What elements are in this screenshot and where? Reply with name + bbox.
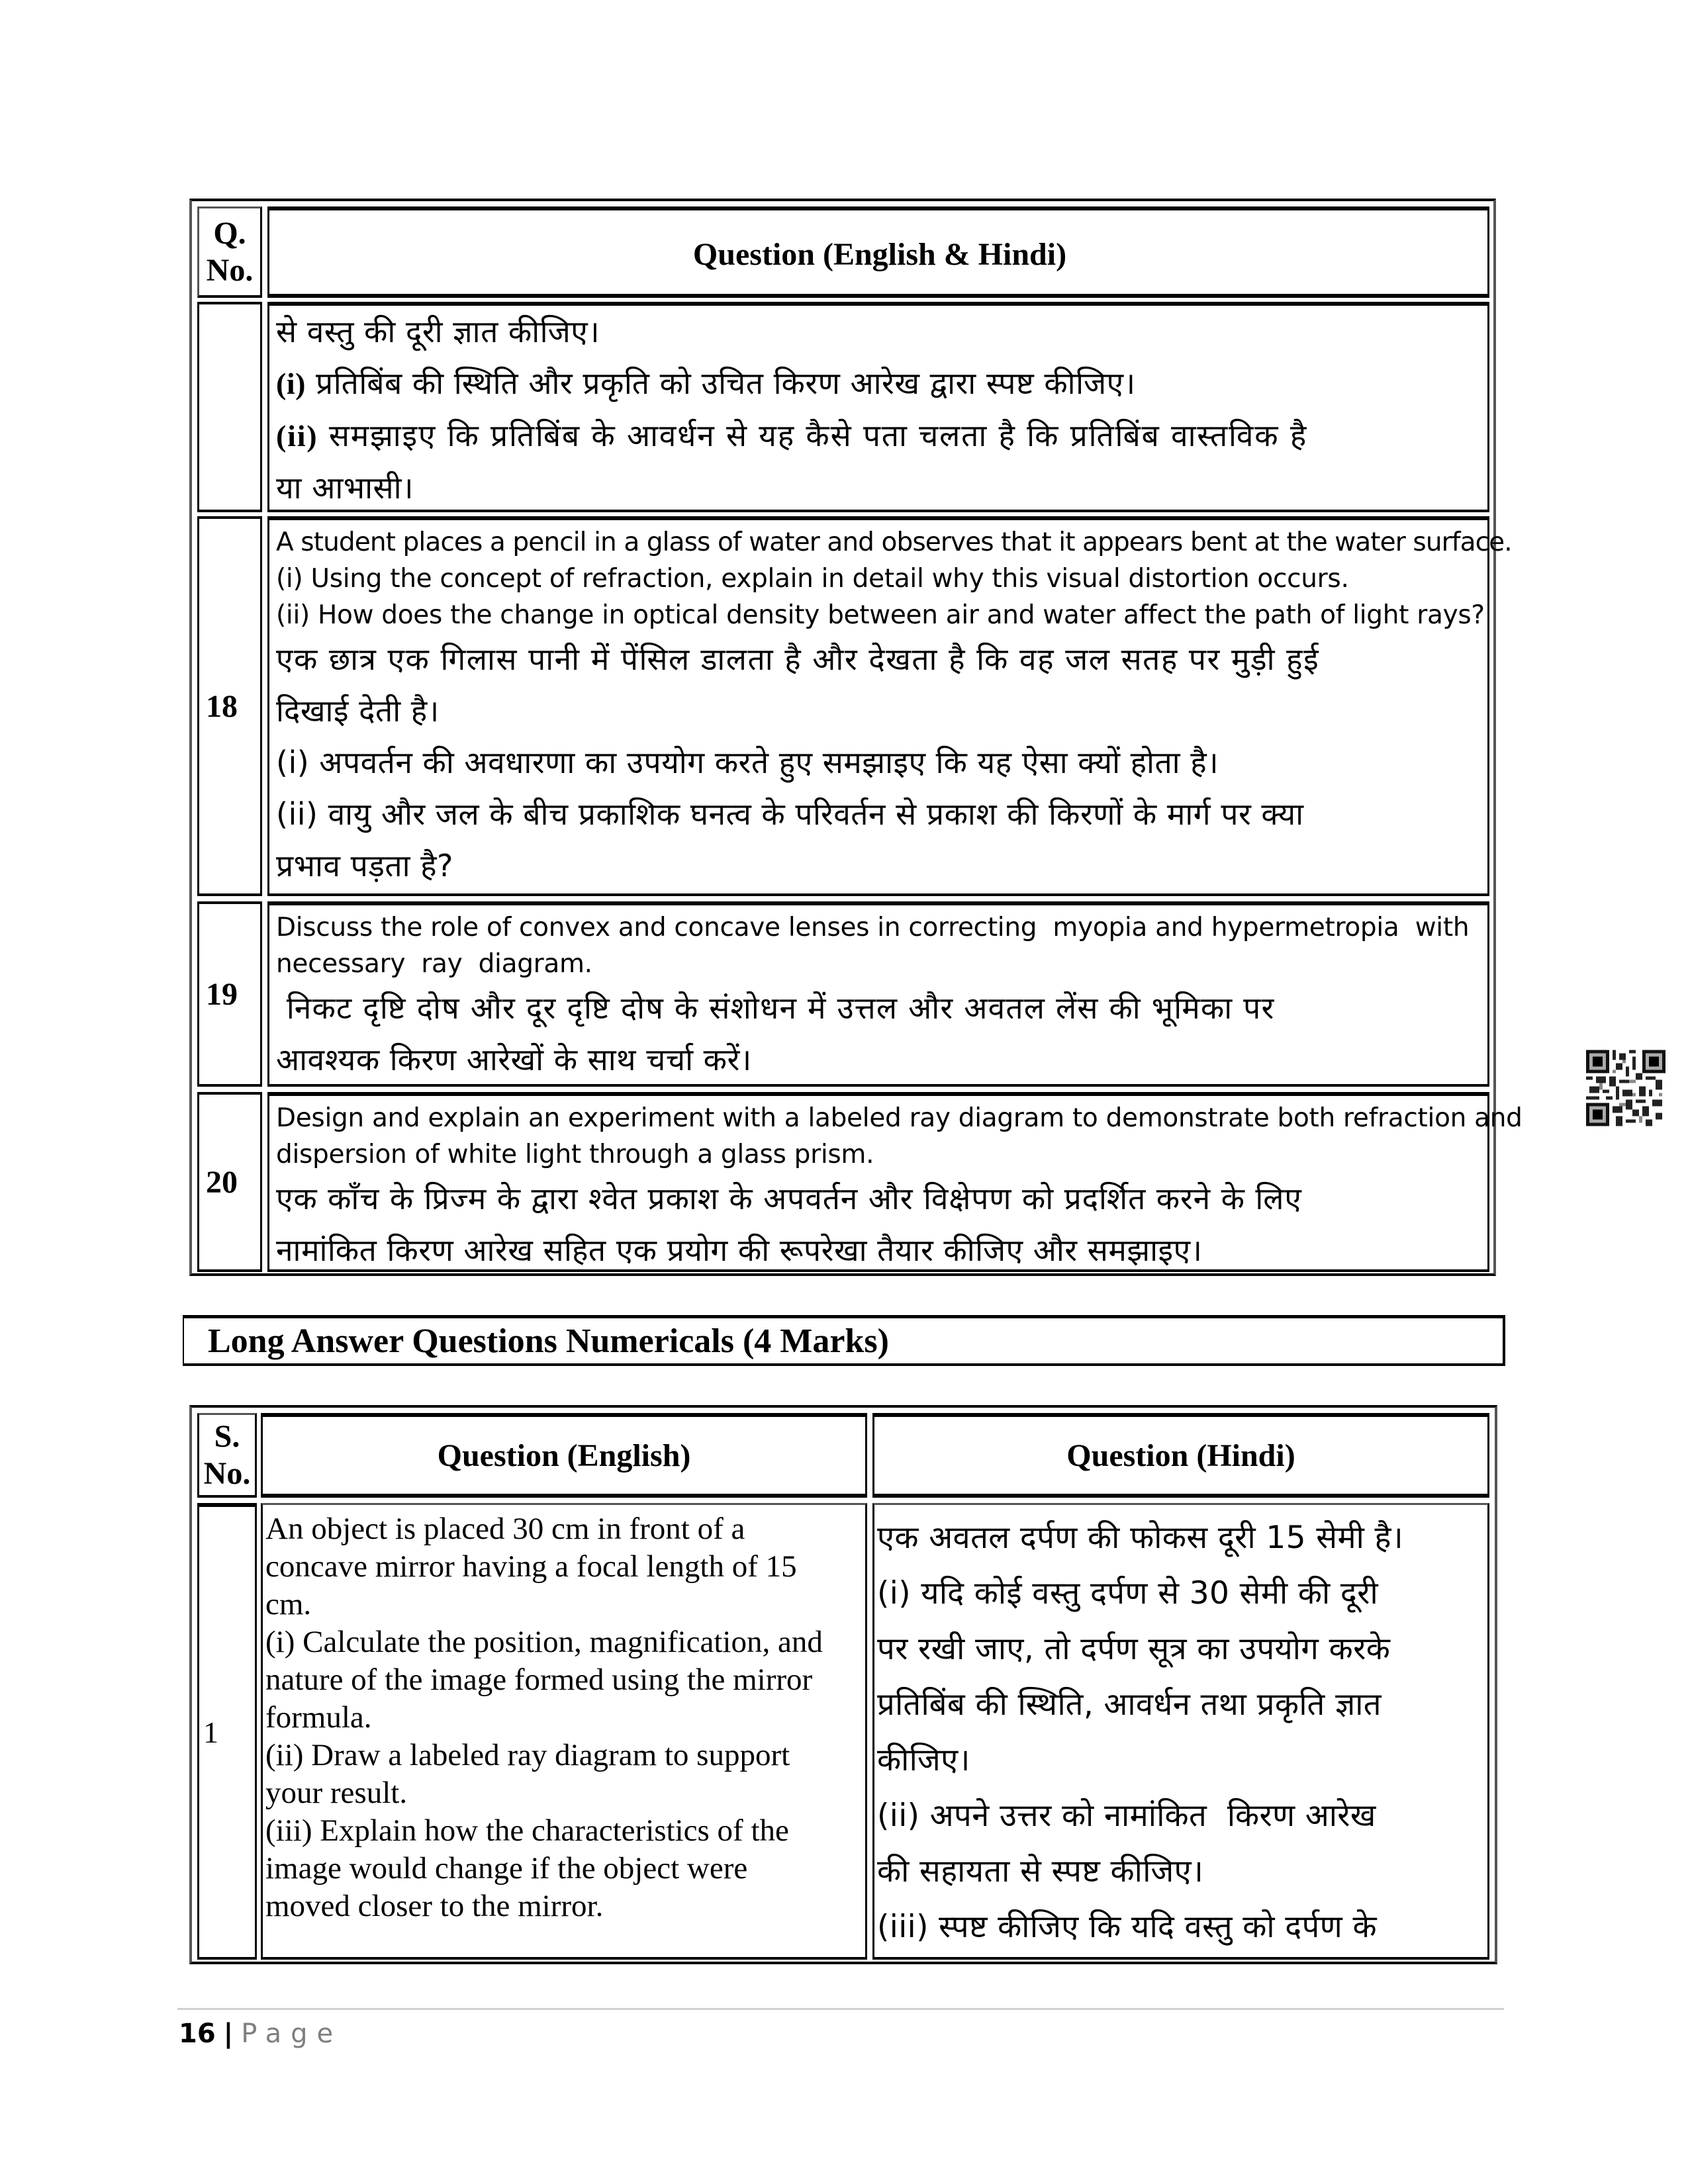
hindi-line: (i) अपवर्तन की अवधारणा का उपयोग करते हुए समझाइए कि यह ऐसा क्यों होता है। — [276, 745, 1219, 780]
hindi-header-label: Question (Hindi) — [1066, 1437, 1295, 1473]
english-line: (iii) Explain how the characteristics of the — [265, 1813, 789, 1848]
question-cell-20 — [267, 1092, 1523, 1272]
footer-separator: | — [223, 2019, 234, 2049]
footer-divider — [177, 2008, 1504, 2010]
english-question-cell — [261, 1503, 867, 1960]
sno-cell — [197, 1503, 257, 1960]
english-line: Discuss the role of convex and concave lenses in correcting myopia and hypermetropia with — [276, 913, 1470, 942]
question-number: 20 — [206, 1164, 238, 1200]
english-line: (ii) Draw a labeled ray diagram to support — [265, 1738, 790, 1772]
page-label: Page — [241, 2019, 343, 2049]
hindi-question-cell — [872, 1503, 1489, 1960]
sno-header-line2: No. — [203, 1455, 251, 1491]
qno-header-line2: No. — [206, 252, 254, 288]
page-footer — [179, 2019, 342, 2049]
hindi-line: प्रतिबिंब की स्थिति, आवर्धन तथा प्रकृति ज्ञात — [877, 1686, 1382, 1723]
english-line: formula. — [265, 1700, 372, 1735]
english-line: (i) Calculate the position, magnification, and — [265, 1625, 823, 1659]
hindi-line: प्रभाव पड़ता है? — [276, 848, 453, 884]
hindi-line: दिखाई देती है। — [276, 693, 440, 729]
serial-number: 1 — [203, 1715, 218, 1749]
hindi-line: (ii) अपने उत्तर को नामांकित किरण आरेख — [877, 1797, 1376, 1834]
question-header-label: Question (English & Hindi) — [692, 236, 1067, 272]
hindi-line: या आभासी। — [276, 470, 414, 506]
qno-cell — [197, 1092, 262, 1272]
hindi-line: एक अवतल दर्पण की फोकस दूरी 15 सेमी है। — [877, 1520, 1404, 1556]
question-cell-19 — [267, 901, 1489, 1087]
hindi-line: की सहायता से स्पष्ट कीजिए। — [877, 1853, 1204, 1889]
question-number: 18 — [206, 688, 238, 724]
questions-table — [189, 199, 1523, 1276]
question-header — [267, 206, 1489, 298]
sno-header — [197, 1413, 257, 1498]
hindi-line: निकट दृष्टि दोष और दूर दृष्टि दोष के संशोधन में उत्तल और अवतल लेंस की भूमिका पर — [276, 990, 1275, 1026]
hindi-line: आवश्यक किरण आरेखों के साथ चर्चा करें। — [276, 1042, 752, 1077]
qno-header — [197, 206, 262, 298]
hindi-line: से वस्तु की दूरी ज्ञात कीजिए। — [276, 314, 600, 349]
page-number: 16 — [179, 2019, 216, 2049]
english-line: your result. — [265, 1776, 408, 1810]
english-line: concave mirror having a focal length of 15 — [265, 1549, 797, 1584]
question-cell-continuation — [267, 302, 1489, 512]
english-line: (ii) How does the change in optical density between air and water affect the path of light rays? — [276, 600, 1485, 630]
qr-code-icon — [1586, 1050, 1665, 1126]
english-line: cm. — [265, 1587, 312, 1621]
hindi-line: एक काँच के प्रिज्म के द्वारा श्वेत प्रकाश के अपवर्तन और विक्षेपण को प्रदर्शित करने के लिए — [276, 1181, 1302, 1216]
english-line: An object is placed 30 cm in front of a — [265, 1512, 745, 1546]
numericals-table — [189, 1405, 1497, 1964]
english-header — [261, 1413, 867, 1498]
hindi-line: (ii) वायु और जल के बीच प्रकाशिक घनत्व के परिवर्तन से प्रकाश की किरणों के मार्ग पर क्या — [276, 796, 1304, 832]
hindi-line: पर रखी जाए, तो दर्पण सूत्र का उपयोग करके — [877, 1631, 1391, 1667]
english-line: necessary ray diagram. — [276, 949, 592, 979]
hindi-line: कीजिए। — [877, 1742, 970, 1778]
question-cell-18 — [267, 516, 1512, 896]
english-line: dispersion of white light through a glass prism. — [276, 1140, 874, 1169]
hindi-line: (i) यदि कोई वस्तु दर्पण से 30 सेमी की दूरी — [877, 1575, 1379, 1612]
hindi-line: एक छात्र एक गिलास पानी में पेंसिल डालता है और देखता है कि वह जल सतह पर मुड़ी हुई — [276, 641, 1320, 677]
qno-cell — [197, 901, 262, 1087]
english-line: A student places a pencil in a glass of water and observes that it appears bent at the water surface. — [276, 527, 1512, 557]
english-header-label: Question (English) — [437, 1437, 691, 1473]
qno-cell-empty — [197, 302, 262, 512]
english-line: Design and explain an experiment with a labeled ray diagram to demonstrate both refraction and — [276, 1103, 1523, 1133]
qno-cell — [197, 516, 262, 896]
section-header — [183, 1315, 1505, 1366]
section-title: Long Answer Questions Numericals (4 Marks) — [208, 1322, 889, 1360]
english-line: image would change if the object were — [265, 1851, 748, 1886]
hindi-line: (ii) समझाइए कि प्रतिबिंब के आवर्धन से यह कैसे पता चलता है कि प्रतिबिंब वास्तविक है — [276, 418, 1308, 453]
sno-header-line1: S. — [214, 1418, 240, 1454]
english-line: nature of the image formed using the mirror — [265, 1662, 813, 1697]
english-line: moved closer to the mirror. — [265, 1889, 604, 1923]
hindi-line: (iii) स्पष्ट कीजिए कि यदि वस्तु को दर्पण के — [877, 1909, 1377, 1945]
hindi-line: (i) प्रतिबिंब की स्थिति और प्रकृति को उचित किरण आरेख द्वारा स्पष्ट कीजिए। — [276, 365, 1136, 401]
question-number: 19 — [206, 976, 238, 1012]
hindi-line: नामांकित किरण आरेख सहित एक प्रयोग की रूपरेखा तैयार कीजिए और समझाइए। — [276, 1232, 1203, 1268]
english-line: (i) Using the concept of refraction, explain in detail why this visual distortion occurs. — [276, 564, 1349, 594]
qno-header-line1: Q. — [213, 215, 246, 251]
hindi-header — [872, 1413, 1489, 1498]
